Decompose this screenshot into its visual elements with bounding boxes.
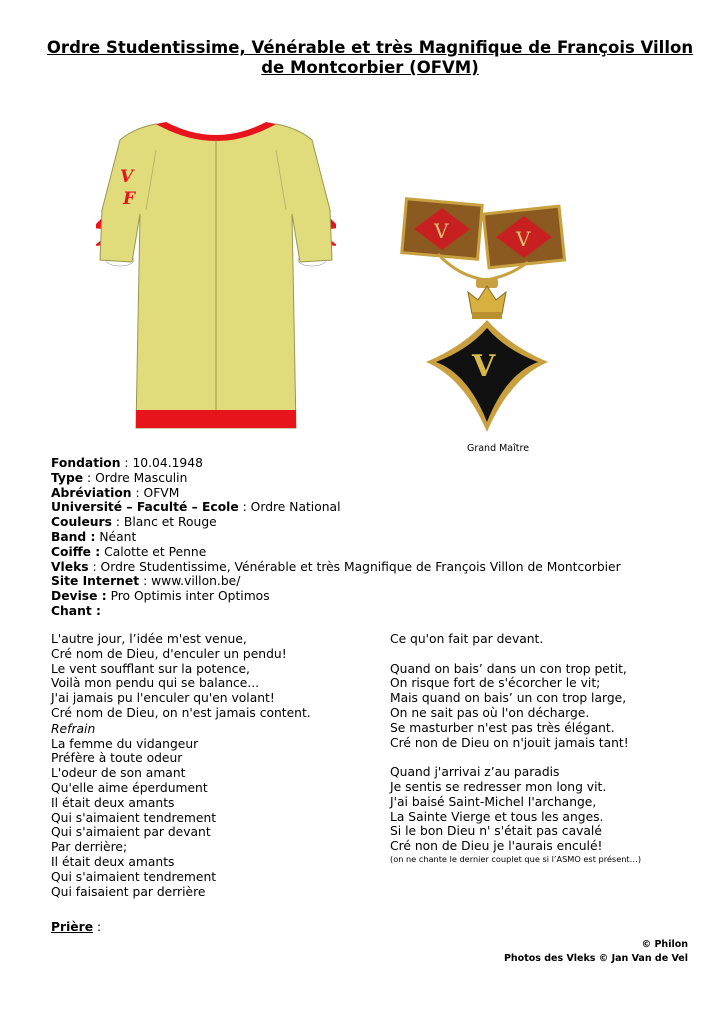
- refrain-line: Qui s'aimaient tendrement: [51, 810, 217, 825]
- song-line: On ne sait pas où l'on décharge.: [390, 705, 590, 720]
- song-line: Je sentis se redresser mon long vit.: [390, 779, 607, 794]
- svg-text:V: V: [434, 219, 449, 243]
- site-link[interactable]: www.villon.be/: [151, 574, 241, 589]
- song-line: On risque fort de s'écorcher le vit;: [390, 676, 601, 691]
- song-line: Cré nom de Dieu, on n'est jamais content.: [51, 705, 311, 720]
- song-line: Cré non de Dieu je l'aurais enculé!: [390, 839, 603, 854]
- song-line: Mais quand on bais’ un con trop large,: [390, 691, 627, 706]
- crown-icon: [468, 278, 506, 319]
- refrain-line: Qu'elle aime éperdument: [51, 780, 208, 795]
- medal-caption: Grand Maître: [466, 443, 530, 454]
- info-row-fondation: Fondation : 10.04.1948: [51, 456, 203, 470]
- refrain-line: Il était deux amants: [51, 854, 175, 869]
- info-row-type: Type : Ordre Masculin: [51, 470, 188, 485]
- refrain-line: Qui s'aimaient tendrement: [51, 869, 217, 884]
- song-line: Ce qu'on fait par devant.: [390, 632, 544, 646]
- song-line: La Sainte Vierge et tous les anges.: [390, 809, 604, 824]
- song-line: Voilà mon pendu qui se balance...: [51, 676, 260, 691]
- song-right-column: [390, 632, 660, 865]
- priere-heading: Prière :: [51, 920, 102, 934]
- song-line: Cré non de Dieu on n'jouit jamais tant!: [390, 735, 629, 750]
- song-line: J'ai baisé Saint-Michel I'archange,: [390, 794, 597, 809]
- svg-text:V: V: [516, 227, 531, 251]
- info-block: [51, 456, 621, 619]
- info-row-site: Site Internet : www.villon.be/: [51, 574, 241, 589]
- refrain-line: La femme du vidangeur: [51, 736, 199, 751]
- refrain-line: Préfère à toute odeur: [51, 751, 183, 766]
- robe-illustration: [96, 110, 336, 440]
- info-row-devise: Devise : Pro Optimis inter Optimos: [51, 589, 270, 604]
- chain-link-left: [402, 199, 482, 259]
- info-row-abreviation: Abréviation : OFVM: [51, 485, 180, 500]
- song-line: Cré nom de Dieu, d'enculer un pendu!: [51, 646, 287, 661]
- song-left-column: [51, 632, 311, 899]
- song-line: Si le bon Dieu n' s'était pas cavalé: [390, 824, 602, 839]
- svg-text:V: V: [472, 349, 496, 384]
- song-line: J'ai jamais pu l'enculer qu'en volant!: [51, 691, 275, 706]
- refrain-line: Qui faisaient par derrière: [51, 884, 206, 899]
- song-line: Quand on bais’ dans un con trop petit,: [390, 661, 627, 676]
- medal-cross: [426, 320, 548, 432]
- refrain-label: Refrain: [51, 721, 96, 736]
- info-row-chant: Chant :: [51, 603, 101, 618]
- credit-photos: Photos des Vleks © Jan Van de Vel: [503, 953, 688, 964]
- robe-hem: [136, 410, 296, 428]
- info-row-band: Band : Néant: [51, 529, 137, 544]
- chain-link-right: [483, 206, 564, 268]
- grand-maitre-medal: [398, 196, 573, 438]
- song-line: Se masturber n'est pas très élégant.: [390, 720, 615, 735]
- page-title: Ordre Studentissime, Vénérable et très Magnifique de François Villon de Montcorbier (OFVM): [46, 38, 694, 77]
- song-note: (on ne chante le dernier couplet que si l’ASMO est présent…): [390, 853, 642, 864]
- info-row-vleks: Vleks : Ordre Studentissime, Vénérable et très Magnifique de François Villon de Montcorbier: [51, 559, 621, 574]
- refrain-line: Il était deux amants: [51, 795, 175, 810]
- song-line: Quand j'arrivai z’au paradis: [390, 765, 560, 780]
- info-row-universite: Université – Faculté – Ecole : Ordre National: [51, 500, 341, 515]
- credits: [504, 938, 688, 966]
- refrain-line: Qui s'aimaient par devant: [51, 825, 211, 840]
- info-row-coiffe: Coiffe : Calotte et Penne: [51, 544, 207, 559]
- robe-monogram-top: V: [120, 167, 134, 187]
- credit-author: © Philon: [641, 939, 688, 950]
- robe-monogram-bottom: F: [123, 189, 136, 209]
- song-line: L'autre jour, l’idée m'est venue,: [51, 632, 247, 646]
- song-line: Le vent soufflant sur la potence,: [51, 661, 250, 676]
- refrain-line: L'odeur de son amant: [51, 766, 186, 781]
- refrain-line: Par derrière;: [51, 840, 128, 855]
- info-row-couleurs: Couleurs : Blanc et Rouge: [51, 515, 217, 530]
